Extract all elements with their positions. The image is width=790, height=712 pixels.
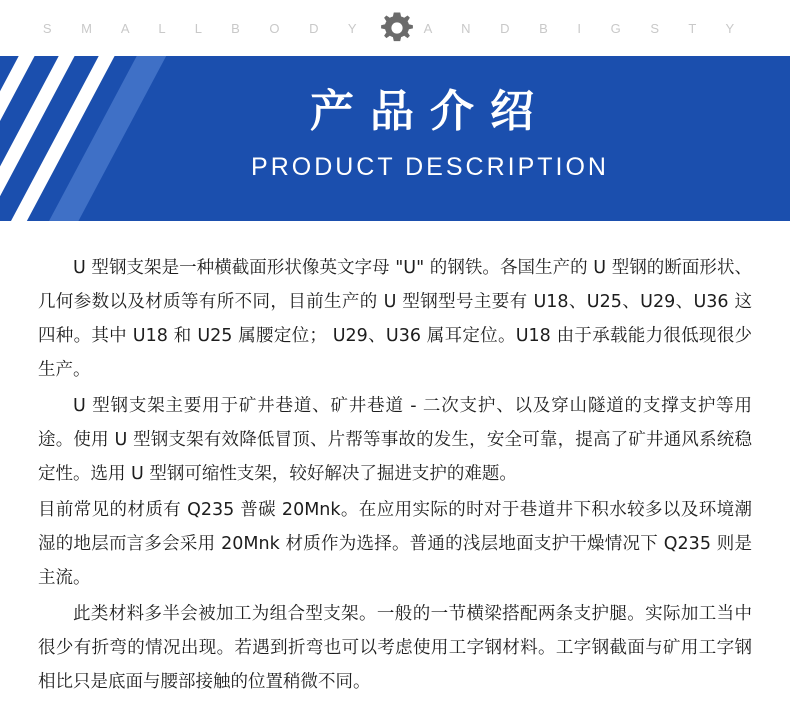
description-body	[0, 221, 790, 699]
page-subtitle: PRODUCT DESCRIPTION	[251, 152, 609, 181]
banner-title-group	[0, 86, 790, 182]
top-strip-right-text: A N D B I G S T Y	[423, 20, 748, 36]
product-description-banner	[0, 56, 790, 221]
paragraph: 此类材料多半会被加工为组合型支架。一般的一节横梁搭配两条支护腿。实际加工当中很少有折弯的情况出现。若遇到折弯也可以考虑使用工字钢材料。工字钢截面与矿用工字钢相比只是底面与腰部接触的位置稍微不同。	[38, 604, 752, 692]
page-title: 产品介绍	[310, 86, 550, 137]
paragraph: 目前常见的材质有 Q235 普碳 20Mnk。在应用实际的时对于巷道井下积水较多以及环境潮湿的地层而言多会采用 20Mnk 材质作为选择。普通的浅层地面支护干燥情况下 Q235 则是主流。	[38, 500, 752, 588]
top-strip-left-text: S M A L L B O D Y	[42, 20, 370, 36]
gear-icon	[370, 8, 424, 48]
top-banner-strip	[0, 0, 790, 56]
paragraph: U 型钢支架主要用于矿井巷道、矿井巷道 - 二次支护、以及穿山隧道的支撑支护等用途。使用 U 型钢支架有效降低冒顶、片帮等事故的发生，安全可靠，提高了矿井通风系统稳定性。选用 U 型钢可缩性支架，较好解决了掘进支护的难题。	[38, 396, 752, 484]
paragraph: U 型钢支架是一种横截面形状像英文字母 "U" 的钢铁。各国生产的 U 型钢的断面形状、几何参数以及材质等有所不同，目前生产的 U 型钢型号主要有 U18、U25、U29、U36 这四种。其中 U18 和 U25 属腰定位； U29、U36 属耳定位。U18 由于承载能力很低现很少生产。	[38, 258, 752, 380]
